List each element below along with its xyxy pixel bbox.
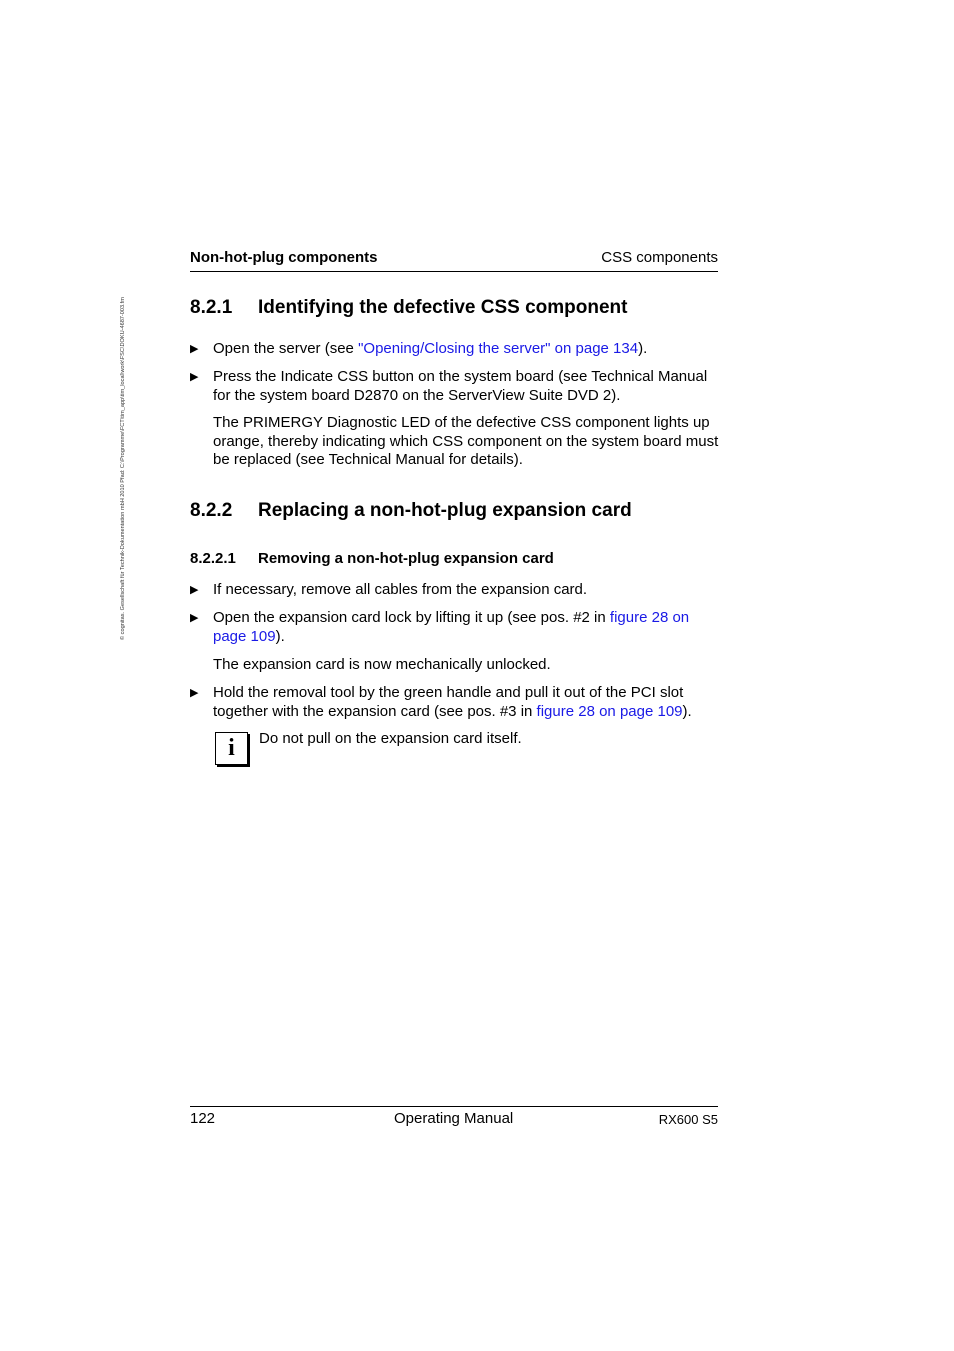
header-section: CSS components xyxy=(601,249,718,266)
header-chapter: Non-hot-plug components xyxy=(190,249,378,266)
section-number: 8.2.1 xyxy=(190,297,233,318)
section-title: Replacing a non-hot-plug expansion card xyxy=(258,500,632,521)
bullet-arrow-icon: ▶ xyxy=(190,343,199,355)
manual-title: Operating Manual xyxy=(394,1110,514,1127)
link-figure-28[interactable]: figure 28 on page 109 xyxy=(536,702,683,720)
step-remove-cables: ▶ If necessary, remove all cables from the expansion card. xyxy=(190,581,588,598)
side-margin-note: © cognitas. Gesellschaft für Technik-Dokumentation mbH 2010 Pfad: C:\Programme\FCT\tim_app\tim_local\work\FSC\DOKU-4687-003.fm xyxy=(120,297,126,640)
link-opening-closing-server[interactable]: "Opening/Closing the server" on page 134 xyxy=(358,340,639,357)
step-hold-removal-tool: ▶ Hold the removal tool by the green handle and pull it out of the PCI slot together with the expansion card (see pos. #3 in figure 28 on page 109). xyxy=(190,684,692,720)
bullet-arrow-icon: ▶ xyxy=(190,371,199,383)
page-footer xyxy=(190,1106,718,1131)
step-press-indicate-css: ▶ Press the Indicate CSS button on the system board (see Technical Manual for the system board D2870 on the ServerView Suite DVD 2). xyxy=(190,368,708,404)
section-number: 8.2.2 xyxy=(190,500,233,521)
product-model: RX600 S5 xyxy=(658,1112,718,1127)
info-note: Do not pull on the expansion card itself. xyxy=(259,730,522,747)
bullet-arrow-icon: ▶ xyxy=(190,612,199,624)
section-title: Identifying the defective CSS component xyxy=(258,297,628,318)
bullet-arrow-icon: ▶ xyxy=(190,687,199,699)
subsection-title: Removing a non-hot-plug expansion card xyxy=(258,550,554,567)
step-open-server: ▶ Open the server (see "Opening/Closing the server" on page 134). xyxy=(190,340,648,357)
step-open-lock: ▶ Open the expansion card lock by lifting it up (see pos. #2 in figure 28 on page 109). xyxy=(190,609,690,645)
paragraph-unlocked: The expansion card is now mechanically unlocked. xyxy=(213,656,551,673)
link-figure-28[interactable]: figure 28 on page 109 xyxy=(213,609,690,645)
section-heading-8-2-1 xyxy=(190,297,628,319)
section-heading-8-2-2 xyxy=(190,500,632,522)
subsection-heading-8-2-2-1 xyxy=(190,550,554,567)
page-number: 122 xyxy=(190,1110,216,1127)
subsection-number: 8.2.2.1 xyxy=(190,550,236,567)
page-header xyxy=(190,249,718,272)
bullet-arrow-icon: ▶ xyxy=(190,584,199,596)
info-icon: i xyxy=(215,732,248,765)
paragraph-diagnostic-led: The PRIMERGY Diagnostic LED of the defective CSS component lights up orange, thereby indicating which CSS component on the system board must be replaced (see Technical Manual for details). xyxy=(213,414,719,468)
